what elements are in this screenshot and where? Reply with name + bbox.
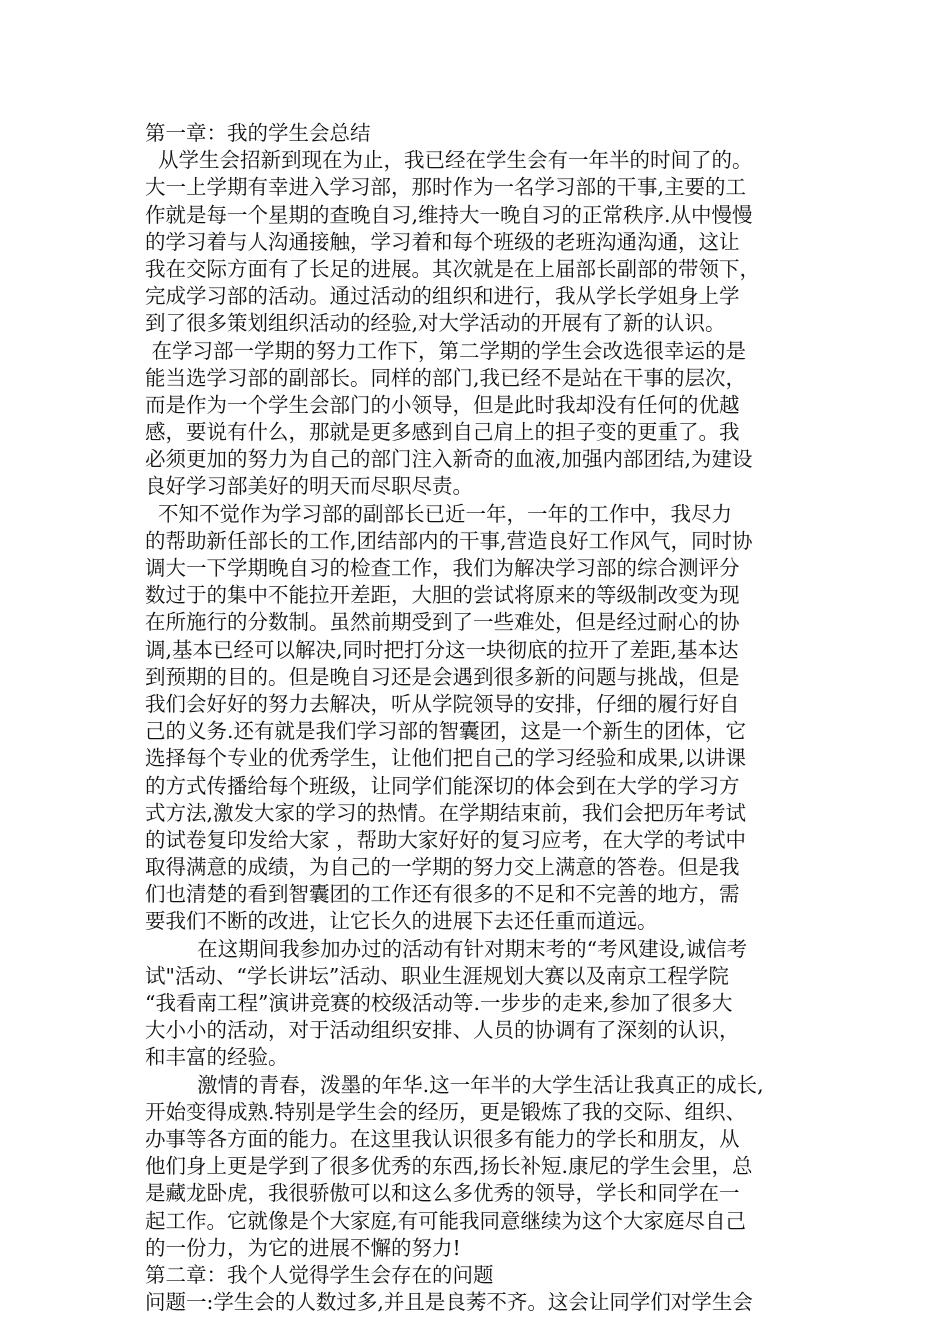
chapter2-body	[145, 1289, 817, 1316]
text-line: 是藏龙卧虎，我很骄傲可以和这么多优秀的领导，学长和同学在一	[145, 1181, 740, 1206]
text-line: 作就是每一个星期的查晚自习,维持大一晚自习的正常秩序.从中慢慢	[145, 202, 753, 227]
text-line: 在所施行的分数制。虽然前期受到了一些难处，但是经过耐心的协	[145, 610, 740, 635]
text-line: 感，要说有什么，那就是更多感到自己肩上的担子变的更重了。我	[145, 420, 740, 445]
text-line: 不知不觉作为学习部的副部长已近一年，一年的工作中，我尽力	[145, 501, 733, 526]
text-line: 数过于的集中不能拉开差距，大胆的尝试将原来的等级制改变为现	[145, 583, 740, 608]
chapter2-title: 第二章：我个人觉得学生会存在的问题	[145, 1262, 494, 1287]
text-line: 在这期间我参加办过的活动有针对期末考的“考风建设,诚信考	[145, 936, 748, 961]
text-line: 开始变得成熟.特别是学生会的经历，更是锻炼了我的交际、组织、	[145, 1099, 747, 1124]
text-line: 他们身上更是学到了很多优秀的东西,扬长补短.康尼的学生会里，总	[145, 1154, 753, 1179]
text-line: 问题一:学生会的人数过多,并且是良莠不齐。这会让同学们对学生会	[145, 1290, 753, 1315]
text-line: 到预期的目的。但是晚自习还是会遇到很多新的问题与挑战，但是	[145, 664, 740, 689]
text-line: 试"活动、“学长讲坛”活动、职业生涯规划大赛以及南京工程学院	[145, 963, 729, 988]
text-line: 要我们不断的改进，让它长久的进展下去还任重而道远。	[145, 909, 658, 934]
text-line: 能当选学习部的副部长。同样的部门,我已经不是站在干事的层次，	[145, 365, 747, 390]
document-page	[145, 120, 817, 1316]
text-line: 大一上学期有幸进入学习部，那时作为一名学习部的干事,主要的工	[145, 175, 747, 200]
text-line: 我在交际方面有了长足的进展。其次就是在上届部长副部的带领下，	[145, 256, 760, 281]
text-line: 起工作。它就像是个大家庭,有可能我同意继续为这个大家庭尽自己	[145, 1208, 747, 1233]
text-line: 选择每个专业的优秀学生，让他们把自己的学习经验和成果,以讲课	[145, 746, 747, 771]
text-line: 的一份力，为它的进展不懈的努力!	[145, 1235, 461, 1260]
text-line: 而是作为一个学生会部门的小领导，但是此时我却没有任何的优越	[145, 392, 740, 417]
text-line: 从学生会招新到现在为止，我已经在学生会有一年半的时间了的。	[145, 148, 753, 173]
text-line: 办事等各方面的能力。在这里我认识很多有能力的学长和朋友，从	[145, 1126, 740, 1151]
text-line: 完成学习部的活动。通过活动的组织和进行，我从学长学姐身上学	[145, 284, 740, 309]
text-line: 在学习部一学期的努力工作下，第二学期的学生会改选很幸运的是	[145, 338, 747, 363]
text-line: 调大一下学期晚自习的检查工作，我们为解决学习部的综合测评分	[145, 556, 740, 580]
text-line: 己的义务.还有就是我们学习部的智囊团，这是一个新生的团体，它	[145, 719, 747, 744]
text-line: 取得满意的成绩，为自己的一学期的努力交上满意的答卷。但是我	[145, 855, 740, 880]
text-line: 的方式传播给每个班级，让同学们能深切的体会到在大学的学习方	[145, 773, 740, 798]
text-line: 们也清楚的看到智囊团的工作还有很多的不足和不完善的地方，需	[145, 882, 740, 907]
text-line: 的帮助新任部长的工作,团结部内的干事,营造良好工作风气，同时协	[145, 528, 753, 553]
text-line: 大小小的活动，对于活动组织安排、人员的协调有了深刻的认识，	[145, 1018, 740, 1043]
text-line: “我看南工程”演讲竞赛的校级活动等.一步步的走来,参加了很多大	[145, 991, 733, 1015]
text-line: 的学习着与人沟通接触，学习着和每个班级的老班沟通沟通，这让	[145, 229, 740, 254]
text-line: 调,基本已经可以解决,同时把打分这一块彻底的拉开了差距,基本达	[145, 637, 739, 662]
text-line: 良好学习部美好的明天而尽职尽责。	[145, 474, 473, 499]
chapter1-title: 第一章：我的学生会总结	[145, 121, 371, 145]
text-line: 和丰富的经验。	[145, 1045, 289, 1070]
text-line: 到了很多策划组织活动的经验,对大学活动的开展有了新的认识。	[145, 311, 726, 336]
text-line: 必须更加的努力为自己的部门注入新奇的血液,加强内部团结,为建设	[145, 447, 753, 472]
text-line: 的试卷复印发给大家 ，帮助大家好好的复习应考，在大学的考试中	[145, 827, 747, 852]
text-line: 我们会好好的努力去解决，听从学院领导的安排，仔细的履行好自	[145, 691, 740, 716]
text-line: 激情的青春，泼墨的年华.这一年半的大学生活让我真正的成长,	[145, 1072, 764, 1097]
chapter1-body	[145, 147, 817, 1262]
text-line: 式方法,激发大家的学习的热情。在学期结束前，我们会把历年考试	[145, 800, 747, 825]
